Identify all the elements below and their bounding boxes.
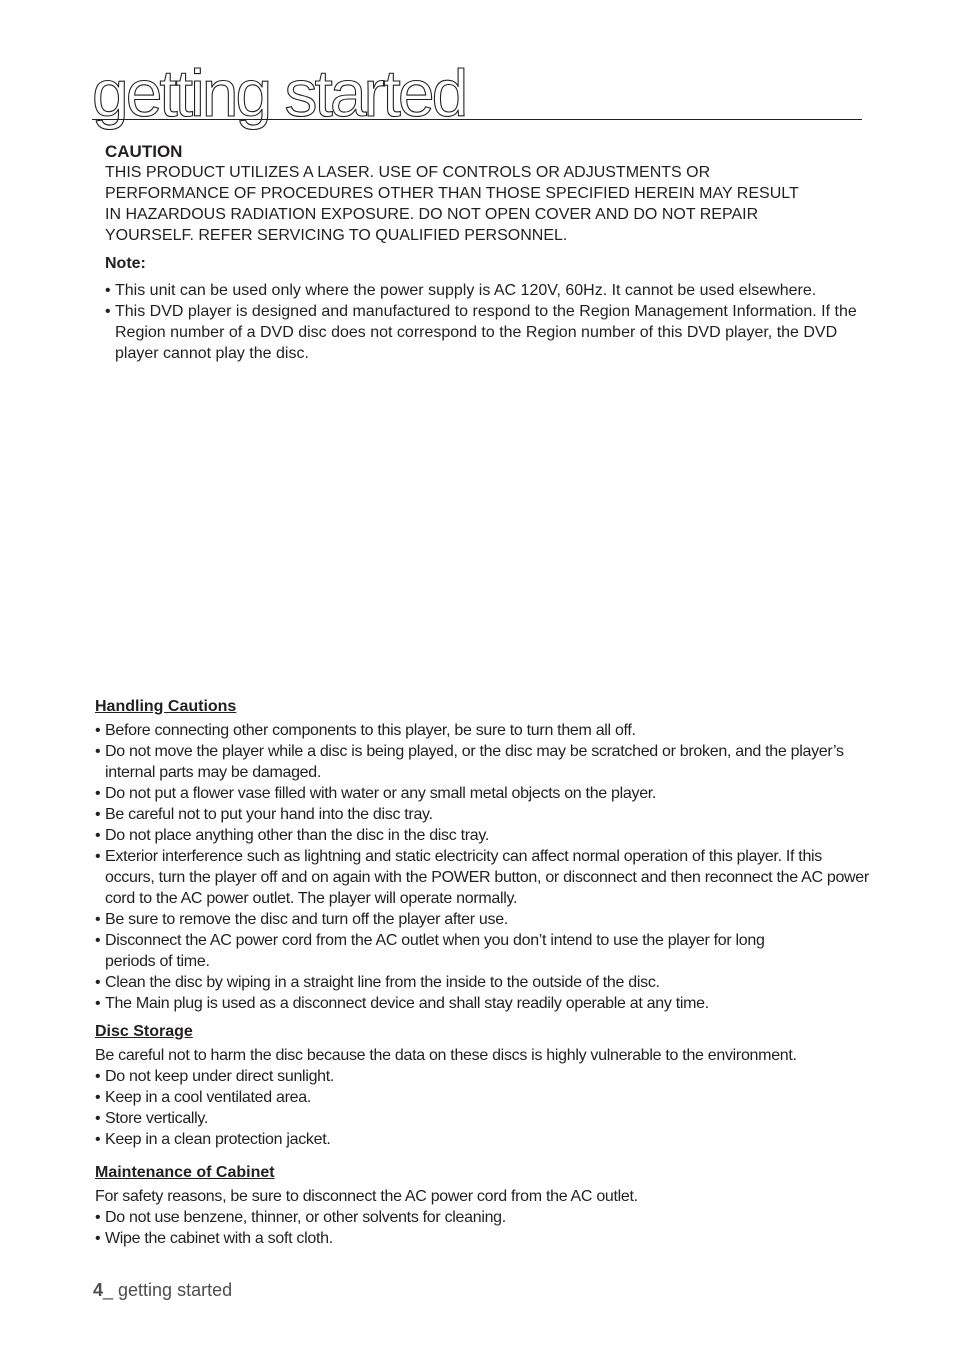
- handling-list: [95, 720, 875, 1014]
- list-item: • This DVD player is designed and manufactured to respond to the Region Management Information. If the Region number of a DVD disc does not correspond to the Region number of this DVD player, the DVD player cannot play the disc.: [105, 301, 865, 364]
- list-item: • Be careful not to put your hand into the disc tray.: [95, 804, 875, 825]
- note-list: [105, 280, 865, 364]
- page-footer: [93, 1279, 232, 1301]
- section-intro: For safety reasons, be sure to disconnect the AC power cord from the AC outlet.: [95, 1188, 638, 1205]
- list-item: • Before connecting other components to this player, be sure to turn them all off.: [95, 720, 875, 741]
- page-title: getting started: [92, 56, 466, 130]
- list-item: • Do not use benzene, thinner, or other solvents for cleaning.: [95, 1207, 875, 1228]
- section-heading: Maintenance of Cabinet: [95, 1164, 275, 1181]
- list-item: • Exterior interference such as lightning and static electricity can affect normal operation of this player. If this occurs, turn the player off and on again with the POWER button, or disconnect and then reconnect the AC power cord to the AC power outlet. The player will operate normally.: [95, 846, 875, 909]
- section-heading: Handling Cautions: [95, 698, 237, 715]
- caution-line: YOURSELF. REFER SERVICING TO QUALIFIED PERSONNEL.: [105, 227, 568, 244]
- list-item: • The Main plug is used as a disconnect device and shall stay readily operable at any time.: [95, 993, 875, 1014]
- maintenance-section: [95, 1162, 875, 1249]
- maintenance-list: [95, 1207, 875, 1249]
- disc-storage-section: [95, 1021, 875, 1150]
- list-item: • Be sure to remove the disc and turn off the player after use.: [95, 909, 875, 930]
- list-item: • Keep in a cool ventilated area.: [95, 1087, 875, 1108]
- list-item: • Do not place anything other than the disc in the disc tray.: [95, 825, 875, 846]
- list-item: • Wipe the cabinet with a soft cloth.: [95, 1228, 875, 1249]
- note-block: [105, 253, 865, 364]
- disc-storage-list: [95, 1066, 875, 1150]
- caution-heading: CAUTION: [105, 142, 183, 161]
- caution-block: [105, 141, 865, 246]
- caution-line: IN HAZARDOUS RADIATION EXPOSURE. DO NOT OPEN COVER AND DO NOT REPAIR: [105, 206, 759, 223]
- section-intro: Be careful not to harm the disc because the data on these discs is highly vulnerable to the environment.: [95, 1047, 797, 1064]
- list-item: • Disconnect the AC power cord from the AC outlet when you don’t intend to use the player for long periods of time.: [95, 930, 875, 972]
- list-item: • Do not keep under direct sunlight.: [95, 1066, 875, 1087]
- title-underline: [92, 119, 862, 120]
- page-number: 4: [93, 1280, 104, 1300]
- list-item: • Store vertically.: [95, 1108, 875, 1129]
- list-item: • Clean the disc by wiping in a straight line from the inside to the outside of the disc.: [95, 972, 875, 993]
- list-item: • Do not move the player while a disc is being played, or the disc may be scratched or broken, and the player’s internal parts may be damaged.: [95, 741, 875, 783]
- list-item: • This unit can be used only where the power supply is AC 120V, 60Hz. It cannot be used elsewhere.: [105, 280, 865, 301]
- note-heading: Note:: [105, 255, 146, 272]
- list-item: • Do not put a flower vase filled with water or any small metal objects on the player.: [95, 783, 875, 804]
- caution-line: THIS PRODUCT UTILIZES A LASER. USE OF CONTROLS OR ADJUSTMENTS OR: [105, 164, 711, 181]
- section-heading: Disc Storage: [95, 1023, 193, 1040]
- caution-line: PERFORMANCE OF PROCEDURES OTHER THAN THOSE SPECIFIED HEREIN MAY RESULT: [105, 185, 799, 202]
- list-item: • Keep in a clean protection jacket.: [95, 1129, 875, 1150]
- handling-cautions-section: [95, 696, 875, 1014]
- footer-section-label: _ getting started: [103, 1280, 233, 1300]
